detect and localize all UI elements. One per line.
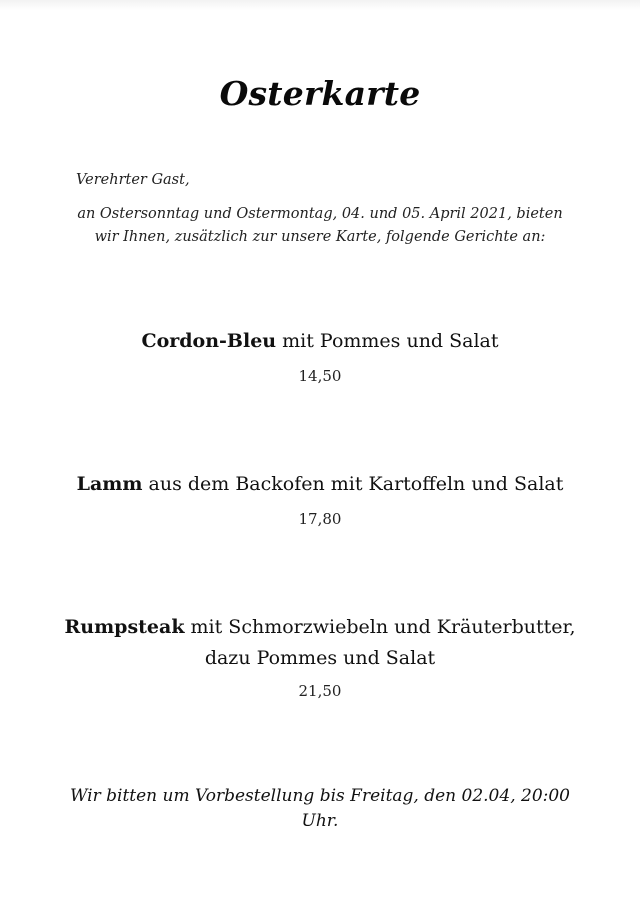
intro-line: an Ostersonntag und Ostermontag, 04. und 05. April 2021, bieten [77, 206, 563, 222]
dish-price: 17,80 [298, 510, 342, 528]
dish-name: Rumpsteak [64, 616, 185, 638]
dish-rumpsteak [40, 612, 600, 700]
intro-paragraph [60, 203, 580, 249]
preorder-notice [60, 784, 580, 834]
dish-description: mit Pommes und Salat [276, 330, 499, 352]
dish-name: Lamm [76, 473, 143, 495]
dish-description-line2: dazu Pommes und Salat [204, 647, 436, 669]
dish-price: 14,50 [298, 367, 342, 385]
dish-title [40, 327, 600, 355]
notice-line: Wir bitten um Vorbestellung bis Freitag, den 02.04, 20:00 [70, 786, 570, 806]
dish-price: 21,50 [298, 682, 342, 700]
dish-description: mit Schmorzwiebeln und Kräuterbutter, [184, 616, 576, 638]
dish-description: aus dem Backofen mit Kartoffeln und Salat [142, 473, 564, 495]
intro-line: wir Ihnen, zusätzlich zur unsere Karte, folgende Gerichte an: [94, 229, 546, 245]
dish-title [40, 612, 600, 643]
dish-title [40, 470, 600, 498]
page-title: Osterkarte [219, 74, 421, 113]
dish-name: Cordon-Bleu [141, 330, 277, 352]
dish-cordon-bleu [40, 327, 600, 385]
dish-lamm [40, 470, 600, 528]
notice-line: Uhr. [301, 811, 339, 831]
greeting: Verehrter Gast, [76, 172, 190, 188]
